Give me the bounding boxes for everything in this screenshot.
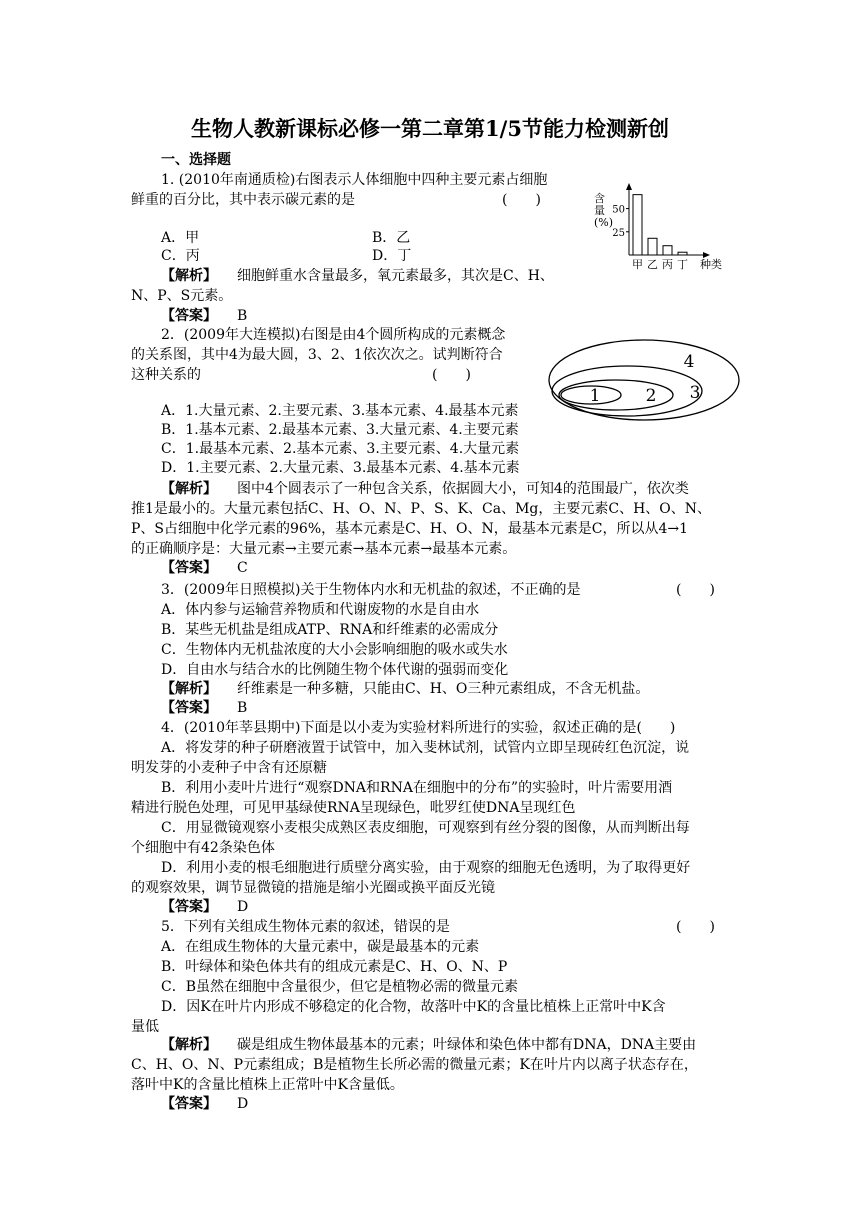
q3-option: B．某些无机盐是组成ATP、RNA和纤维素的必需成分 [161,622,499,638]
q2-option: D．1.主要元素、2.大量元素、3.最基本元素、4.基本元素 [161,460,520,476]
q4-option-line: 的观察效果，调节显微镜的措施是缩小光圈或换平面反光镜 [131,880,495,896]
q4-option-line: C．用显微镜观察小麦根尖成熟区表皮细胞，可观察到有丝分裂的图像，从而判断出每 [161,820,690,836]
circle-label-4: 4 [683,352,695,372]
q2-analysis-tag: 【解析】 [161,481,217,497]
q3-analysis-tag: 【解析】 [161,681,217,697]
q1-stem-line: 1. (2010年南通质检)右图表示人体细胞中四种主要元素占细胞 [161,172,548,188]
element-content-chart [585,180,735,270]
section-heading: 一、选择题 [161,152,231,168]
q2-analysis-line: 推1是最小的。大量元素包括C、H、O、N、P、S、K、Ca、Mg，主要元素C、H、O、N、 [131,501,712,517]
q1-stem-line: 鲜重的百分比，其中表示碳元素的是 [131,192,355,208]
circle-label-3: 3 [689,383,701,403]
q3-option: A．体内参与运输营养物质和代谢废物的水是自由水 [161,602,480,618]
q2-answer: C [237,560,248,576]
y-label-char-2: 量 [594,204,605,217]
q2-analysis-line: P、S占细胞中化学元素的96%，基本元素是C、H、O、N，最基本元素是C，所以从4→1 [131,521,689,537]
q5-answer: D [237,1096,249,1112]
q5-stem-line: 5．下列有关组成生物体元素的叙述，错误的是 [161,919,450,935]
q4-answer: D [237,899,249,915]
q1-option: B．乙 [372,230,411,246]
q4-option-line: 个细胞中有42条染色体 [131,840,275,856]
q4-option-line: A．将发芽的种子研磨液置于试管中，加入斐林试剂，试管内立即呈现砖红色沉淀，说 [161,740,690,756]
q4-option-line: D．利用小麦的根毛细胞进行质壁分离实验，由于观察的细胞无色透明，为了取得更好 [161,860,691,876]
bar [663,246,672,255]
circle-label-2: 2 [645,386,657,406]
circle-3 [552,366,702,416]
q1-option: A．甲 [161,230,200,246]
bar [678,252,687,255]
x-tick-label: 乙 [647,258,658,270]
q5-option: 量低 [131,1019,159,1035]
q2-analysis-line: 的正确顺序是：大量元素→主要元素→基本元素→最基本元素。 [131,541,517,557]
q2-option: C．1.最基本元素、2.基本元素、3.主要元素、4.大量元素 [161,441,520,457]
q2-stem-line: 2．(2009年大连模拟)右图是由4个圆所构成的元素概念 [161,327,506,343]
x-tick-label: 丙 [662,258,673,270]
chart-marks [612,183,722,270]
q1-option: D．丁 [372,248,412,264]
y-axis-label [594,191,613,229]
q3-answer: B [237,700,248,716]
q4-stem-line: 4．(2010年莘县期中)下面是以小麦为实验材料所进行的实验，叙述正确的是( ) [161,720,676,736]
bar [633,195,642,255]
q5-analysis-line: 碳是组成生物体最基本的元素；叶绿体和染色体中都有DNA，DNA主要由 [237,1037,697,1053]
q5-analysis-line: C、H、O、N、P元素组成；B是植物生长所必需的微量元素；K在叶片内以离子状态存在， [131,1057,698,1073]
q2-answer-tag: 【答案】 [161,560,217,576]
q2-stem-line: 的关系图，其中4为最大圆，3、2、1依次次之。试判断符合 [131,347,503,363]
element-concept-diagram [545,335,745,425]
y-label-char-1: 含 [594,192,605,205]
q5-option: C．B虽然在细胞中含量很少，但它是植物必需的微量元素 [161,979,518,995]
q1-option: C．丙 [161,248,200,264]
q4-option-line: 明发芽的小麦种子中含有还原糖 [131,760,327,776]
q5-analysis-tag: 【解析】 [161,1037,217,1053]
q1-analysis-tag: 【解析】 [161,268,217,284]
q1-answer-tag: 【答案】 [161,308,217,324]
x-axis-label: 种类 [700,258,722,270]
q5-answer-tag: 【答案】 [161,1096,217,1112]
q4-option-line: 精进行脱色处理，可见甲基绿使RNA呈现绿色，吡罗红使DNA呈现红色 [131,800,576,816]
q3-option: D．自由水与结合水的比例随生物个体代谢的强弱而变化 [161,662,509,678]
y-axis-arrow [626,183,632,190]
page-title: 生物人教新课标必修一第二章第1/5节能力检测新创 [191,116,669,141]
q2-option: B．1.基本元素、2.最基本元素、3.大量元素、4.主要元素 [161,422,519,438]
q3-option: C．生物体内无机盐浓度的大小会影响细胞的吸水或失水 [161,642,508,658]
nested-circles-svg [545,335,745,425]
q5-analysis-line: 落叶中K的含量比植株上正常叶中K含量低。 [131,1077,404,1093]
y-tick-label: 50 [612,204,625,216]
q3-answer-paren: ( ) [676,582,715,598]
x-tick-label: 甲 [632,258,643,270]
q3-answer-tag: 【答案】 [161,700,217,716]
y-label-char-3: (%) [594,216,614,229]
q5-answer-paren: ( ) [676,919,715,935]
q2-answer-paren: ( ) [432,367,471,383]
q5-option: D．因K在叶片内形成不够稳定的化合物，故落叶中K的含量比植株上正常叶中K含 [161,999,666,1015]
q5-option: B．叶绿体和染色体共有的组成元素是C、H、O、N、P [161,959,508,975]
q2-option: A．1.大量元素、2.主要元素、3.基本元素、4.最基本元素 [161,403,519,419]
q3-stem-line: 3．(2009年日照模拟)关于生物体内水和无机盐的叙述，不正确的是 [161,582,581,598]
q5-option: A．在组成生物体的大量元素中，碳是最基本的元素 [161,939,480,955]
q4-option-line: B．利用小麦叶片进行“观察DNA和RNA在细胞中的分布”的实验时，叶片需要用酒 [161,780,673,796]
q1-analysis-line: N、P、S元素。 [131,288,233,304]
circle-label-1: 1 [589,386,601,406]
y-tick-label: 25 [612,227,625,239]
q1-answer-paren: ( ) [502,192,541,208]
bar-chart-svg [585,180,735,270]
q2-analysis-line: 图中4个圆表示了一种包含关系，依据圆大小，可知4的范围最广，依次类 [237,481,689,497]
bar [648,238,657,255]
q1-answer: B [237,308,248,324]
q2-stem-line: 这种关系的 [131,367,201,383]
q3-analysis-line: 纤维素是一种多糖，只能由C、H、O三种元素组成，不含无机盐。 [237,681,650,697]
q4-answer-tag: 【答案】 [161,899,217,915]
q1-analysis-line: 细胞鲜重水含量最多，氧元素最多，其次是C、H、 [237,268,554,284]
x-tick-label: 丁 [677,258,688,270]
